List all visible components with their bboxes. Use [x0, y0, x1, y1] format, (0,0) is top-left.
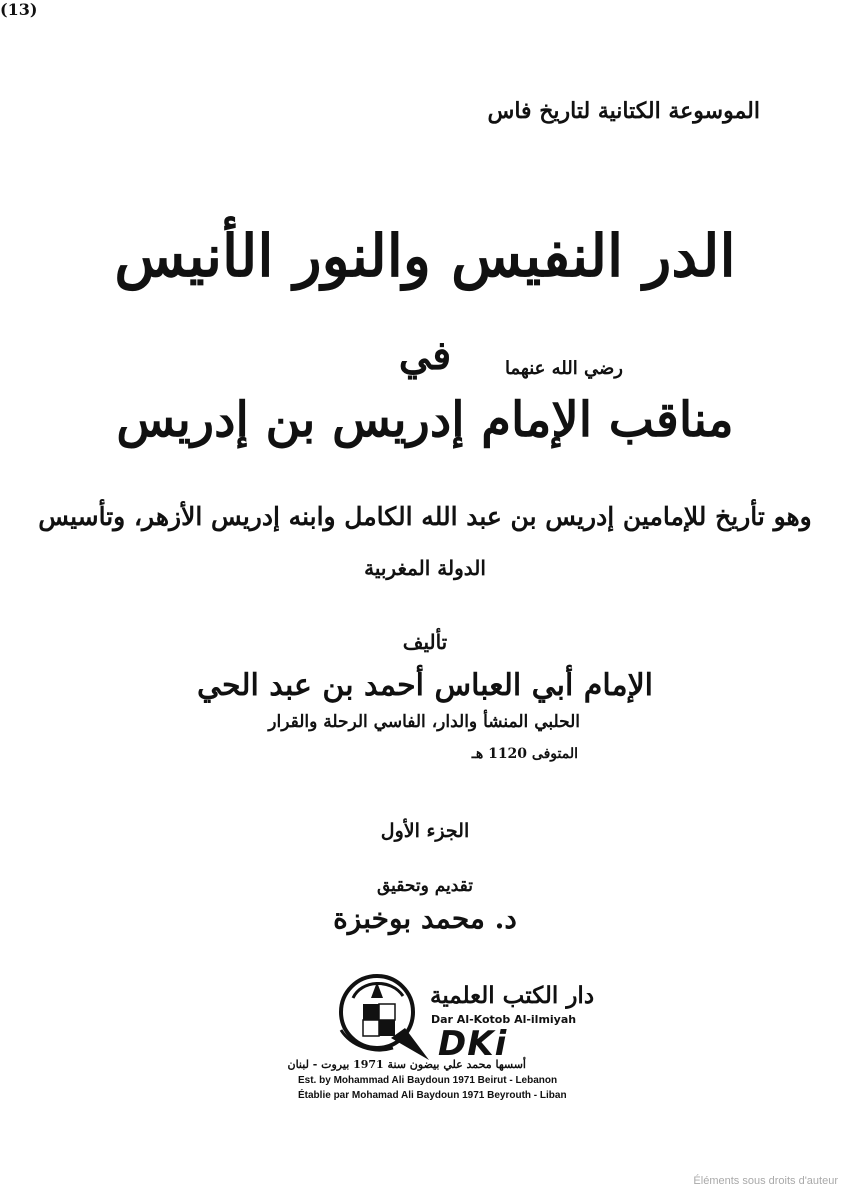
publisher-name-english: Dar Al-Kotob Al-ilmiyah: [431, 1013, 577, 1026]
book-title: الدر النفيس والنور الأنيس: [114, 222, 736, 290]
volume-part: الجزء الأول: [380, 820, 470, 842]
copyright-note: Éléments sous droits d'auteur: [693, 1175, 838, 1187]
series-title: الموسوعة الكتانية لتاريخ فاس: [487, 98, 760, 124]
book-subtitle: مناقب الإمام إدريس بن إدريس: [116, 392, 734, 448]
description-line-1: وهو تأريخ للإمامين إدريس بن عبد الله الكامل وابنه إدريس الأزهر، وتأسيس: [38, 502, 812, 531]
author-death-date: المتوفى 1120 هـ: [471, 746, 578, 762]
publisher-name-arabic: دار الكتب العلمية: [430, 982, 595, 1009]
authorship-label: تأليف: [402, 630, 448, 654]
author-description: الحلبي المنشأ والدار، الفاسي الرحلة والقرار: [268, 712, 580, 732]
publisher-logo-text: DKi: [438, 1024, 508, 1064]
publisher-established-arabic: أسسها محمد علي بيضون سنة 1971 بيروت - لبنان: [287, 1058, 526, 1071]
series-volume-number: (13): [0, 0, 38, 19]
editor-label: تقديم وتحقيق: [376, 876, 474, 896]
honorific-phrase: رضي الله عنهما: [505, 358, 623, 379]
publisher-established-french: Établie par Mohamad Ali Baydoun 1971 Beyrouth - Liban: [298, 1090, 567, 1101]
title-connector: في: [398, 332, 452, 379]
publisher-emblem-icon: [333, 968, 433, 1064]
description-line-2: الدولة المغربية: [364, 556, 486, 580]
author-name: الإمام أبي العباس أحمد بن عبد الحي: [196, 668, 654, 703]
publisher-established-english: Est. by Mohammad Ali Baydoun 1971 Beirut - Lebanon: [298, 1075, 558, 1086]
editor-name: د. محمد بوخبزة: [333, 902, 517, 935]
